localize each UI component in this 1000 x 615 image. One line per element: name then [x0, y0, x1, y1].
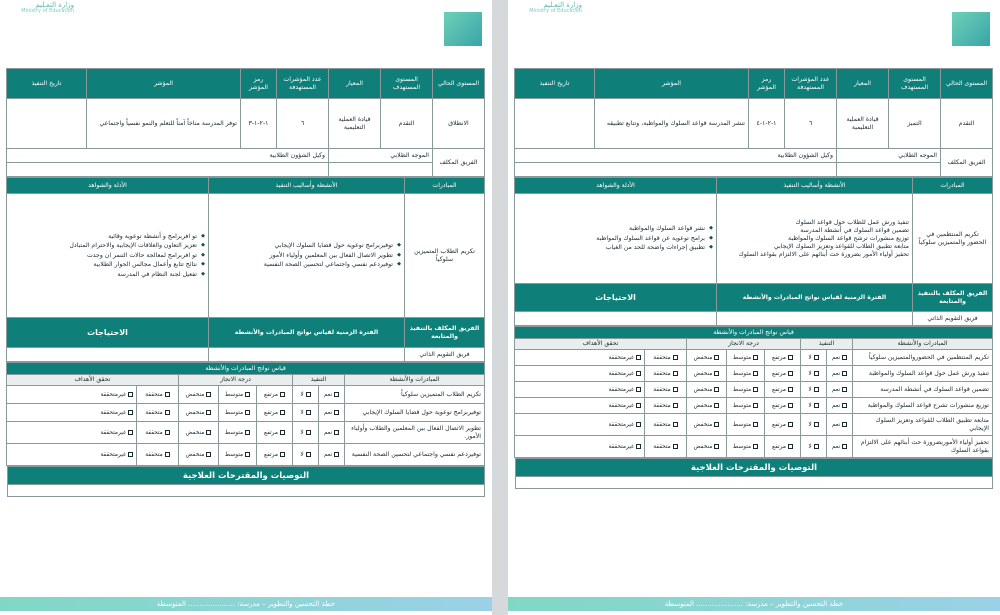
standard: قيادة العملية التعليمية — [329, 99, 381, 149]
plan-table — [6, 177, 485, 362]
needs-label: الاحتياجات — [515, 284, 717, 312]
exec-date-header: تاريخ التنفيذ — [515, 69, 595, 99]
measure-item: تضمين قواعد السلوك في أنشطة المدرسة — [853, 382, 993, 398]
not-achieved-checkbox[interactable]: غيرمتحققة — [515, 398, 645, 414]
target-indicators-header: عدد المؤشرات المستهدفة — [785, 69, 837, 99]
high-checkbox[interactable]: مرتفع — [765, 398, 801, 414]
measure-item: تحفيز أولياء الأموربضرورة حث أبنائهم على الالتزام بقواعد السلوك — [853, 436, 993, 458]
yes-checkbox[interactable]: نعم — [827, 350, 853, 366]
evidence-list — [10, 232, 205, 280]
activity-item: متابعة تطبيق الطلاب للقواعد وتعزيز السلوك الإيجابي — [773, 242, 909, 250]
team-exec-label: الفريق المكلف بالتنفيذ والمتابعة — [405, 318, 485, 348]
not-achieved-checkbox[interactable]: غيرمتحققة — [7, 386, 137, 404]
right-page — [508, 0, 1000, 615]
low-checkbox[interactable]: منخفض — [687, 436, 727, 458]
current-level-header: المستوى الحالي — [941, 69, 993, 99]
needs-label: الاحتياجات — [7, 318, 209, 348]
target-indicators-header: عدد المؤشرات المستهدفة — [277, 69, 329, 99]
team-member-b: وكيل الشؤون الطلابية — [7, 149, 329, 163]
measure-row — [515, 398, 993, 414]
low-checkbox[interactable]: منخفض — [687, 350, 727, 366]
not-achieved-checkbox[interactable]: غيرمتحققة — [7, 444, 137, 466]
exec-date[interactable] — [515, 99, 595, 149]
timeframe-label: الفترة الزمنية لقياس نواتج المبادرات والأنشطة — [717, 284, 913, 312]
activity-item: توزيع منشورات ترشح قواعد السلوك والمواظبة — [788, 234, 909, 242]
low-checkbox[interactable]: منخفض — [179, 422, 219, 444]
low-checkbox[interactable]: منخفض — [687, 414, 727, 436]
yes-checkbox[interactable]: نعم — [319, 386, 345, 404]
recommendations-field[interactable] — [8, 485, 485, 497]
evidence-item: ◆ نتائج تتابع وأعمال مجالس الحوار الطلابية — [10, 260, 205, 270]
achieved-checkbox[interactable]: متحققة — [137, 444, 179, 466]
measure-item: توزيع منشورات تشرح قواعد السلوك والمواظبة — [853, 398, 993, 414]
yes-checkbox[interactable]: نعم — [827, 398, 853, 414]
achieved-checkbox[interactable]: متحققة — [645, 398, 687, 414]
team-label: الفريق المكلف — [941, 149, 993, 177]
evidence-item: ◆ تفعيل لجنة النظام في المدرسة — [10, 270, 205, 280]
achieved-checkbox[interactable]: متحققة — [137, 422, 179, 444]
yes-checkbox[interactable]: نعم — [827, 436, 853, 458]
header-table — [514, 68, 993, 177]
high-checkbox[interactable]: مرتفع — [257, 404, 293, 422]
indicator-code-header: رمز المؤشر — [241, 69, 277, 99]
no-checkbox[interactable]: لا — [293, 422, 319, 444]
measure-title: قياس نواتج المبادرات والأنشطة — [7, 363, 485, 375]
not-achieved-checkbox[interactable]: غيرمتحققة — [515, 366, 645, 382]
target-level-header: المستوى المستهدف — [381, 69, 433, 99]
measure-row — [515, 414, 993, 436]
not-achieved-checkbox[interactable]: غيرمتحققة — [515, 436, 645, 458]
standard-header: المعيار — [329, 69, 381, 99]
recommendations-header: التوصيات والمقترحات العلاجية — [8, 467, 485, 485]
achieved-checkbox[interactable]: متحققة — [137, 404, 179, 422]
target-level: التميز — [889, 99, 941, 149]
team-blank-b[interactable] — [515, 163, 837, 177]
high-checkbox[interactable]: مرتفع — [257, 386, 293, 404]
measure-item: توفيردعم نفسي واجتماعي لتحسين الصحة النفسية — [345, 444, 485, 466]
indicator-header: المؤشر — [595, 69, 749, 99]
no-checkbox[interactable]: لا — [801, 436, 827, 458]
timeframe-label: الفترة الزمنية لقياس نواتج المبادرات والأنشطة — [209, 318, 405, 348]
team-blank-a[interactable] — [329, 163, 433, 177]
col-items: المبادرات والأنشطة — [853, 339, 993, 350]
activities-header: الأنشطة وأساليب التنفيذ — [209, 178, 405, 194]
team-member-b: وكيل الشؤون الطلابية — [515, 149, 837, 163]
not-achieved-checkbox[interactable]: غيرمتحققة — [515, 350, 645, 366]
team-member-a: الموجه الطلابي — [837, 149, 941, 163]
measure-title: قياس نواتج المبادرات والأنشطة — [515, 327, 993, 339]
recommendations-table — [515, 458, 993, 489]
measure-row — [515, 382, 993, 398]
current-level-header: المستوى الحالي — [433, 69, 485, 99]
indicator-code: ١-٢-١-٣ — [241, 99, 277, 149]
measure-row — [515, 366, 993, 382]
corner-decoration — [952, 12, 990, 46]
yes-checkbox[interactable]: نعم — [827, 366, 853, 382]
timeframe-value[interactable] — [717, 312, 913, 326]
no-checkbox[interactable]: لا — [801, 414, 827, 436]
achieved-checkbox[interactable]: متحققة — [645, 382, 687, 398]
standard: قيادة العملية التعليمية — [837, 99, 889, 149]
left-page — [0, 0, 492, 615]
evidence-item: ◆ تطبيق إجراءات واضحة للحد من الغياب — [518, 243, 713, 253]
medium-checkbox[interactable]: متوسط — [219, 404, 257, 422]
activity-item: ◆ تطوير الاتصال الفعال بين المعلمين وأولياء الأمور — [212, 251, 401, 261]
medium-checkbox[interactable]: متوسط — [219, 386, 257, 404]
right-worksheet — [515, 68, 993, 489]
low-checkbox[interactable]: منخفض — [179, 444, 219, 466]
team-member-a: الموجه الطلابي — [329, 149, 433, 163]
target-indicators: ٦ — [785, 99, 837, 149]
needs-value[interactable] — [515, 312, 717, 326]
high-checkbox[interactable]: مرتفع — [765, 382, 801, 398]
measure-row — [7, 386, 485, 404]
yes-checkbox[interactable]: نعم — [319, 444, 345, 466]
indicator-code: ١-٢-١-٤ — [749, 99, 785, 149]
initiative-text: تكريم الطلاب المتميزين سلوكياً — [405, 194, 485, 318]
col-degree: درجة الانجاز — [179, 375, 293, 386]
medium-checkbox[interactable]: متوسط — [727, 414, 765, 436]
activities-header: الأنشطة وأساليب التنفيذ — [717, 178, 913, 194]
ministry-logo: وزارة التعـليم Ministry of Education — [529, 1, 582, 14]
low-checkbox[interactable]: منخفض — [687, 382, 727, 398]
medium-checkbox[interactable]: متوسط — [727, 366, 765, 382]
indicator-header: المؤشر — [87, 69, 241, 99]
target-level: التقدم — [381, 99, 433, 149]
measure-item: تنفيذ ورش عمل حول قواعد السلوك والمواظبة — [853, 366, 993, 382]
activities-list — [717, 194, 913, 284]
low-checkbox[interactable]: منخفض — [179, 386, 219, 404]
self-eval-label: فريق التقويم الذاتي — [405, 348, 485, 362]
initiatives-header: المبادرات — [913, 178, 993, 194]
ministry-logo: وزارة التعـليم Ministry of Education — [21, 1, 74, 14]
evidence-item: ◆ تو افربرامج لمعالجة حالات التنمر ان وجدت — [10, 251, 205, 261]
achieved-checkbox[interactable]: متحققة — [645, 436, 687, 458]
initiative-text: تكريم المنتظمين في الحضور والمتميزين سلوكياً — [913, 194, 993, 284]
not-achieved-checkbox[interactable]: غيرمتحققة — [515, 414, 645, 436]
timeframe-value[interactable] — [209, 348, 405, 362]
yes-checkbox[interactable]: نعم — [319, 422, 345, 444]
current-level: الانطلاق — [433, 99, 485, 149]
header-table — [6, 68, 485, 177]
not-achieved-checkbox[interactable]: غيرمتحققة — [515, 382, 645, 398]
no-checkbox[interactable]: لا — [801, 350, 827, 366]
exec-date[interactable] — [7, 99, 87, 149]
evidence-item: ◆ تعزيز التعاون والعلاقات الإيجابية والاحترام المتبادل — [10, 241, 205, 251]
team-blank-b[interactable] — [7, 163, 329, 177]
high-checkbox[interactable]: مرتفع — [257, 422, 293, 444]
no-checkbox[interactable]: لا — [293, 404, 319, 422]
measure-table — [6, 362, 485, 466]
yes-checkbox[interactable]: نعم — [827, 414, 853, 436]
evidence-header: الأدلة والشواهد — [515, 178, 717, 194]
no-checkbox[interactable]: لا — [801, 398, 827, 414]
high-checkbox[interactable]: مرتفع — [765, 350, 801, 366]
indicator-code-header: رمز المؤشر — [749, 69, 785, 99]
indicator-text: تنشر المدرسة قواعد السلوك والمواظبة، وتتابع تطبيقه — [595, 99, 749, 149]
no-checkbox[interactable]: لا — [293, 386, 319, 404]
current-level: التقدم — [941, 99, 993, 149]
page-footer: خطة التحسين والتطوير – مدرسة: ..................... المتوسطة — [508, 597, 1000, 611]
measure-item: تكريم المنتظمين في الحضوروالمتميزين سلوكياً — [853, 350, 993, 366]
high-checkbox[interactable]: مرتفع — [765, 414, 801, 436]
no-checkbox[interactable]: لا — [293, 444, 319, 466]
activities-list — [212, 241, 401, 270]
recommendations-field[interactable] — [516, 477, 993, 489]
not-achieved-checkbox[interactable]: غيرمتحققة — [7, 404, 137, 422]
col-exec: التنفيذ — [293, 375, 345, 386]
medium-checkbox[interactable]: متوسط — [219, 422, 257, 444]
activity-item: تنفيذ ورش عمل للطلاب حول قواعد السلوك — [795, 218, 909, 226]
evidence-header: الأدلة والشواهد — [7, 178, 209, 194]
measure-table — [514, 326, 993, 458]
self-eval-label: فريق التقويم الذاتي — [913, 312, 993, 326]
col-goals: تحقق الأهداف — [515, 339, 687, 350]
target-level-header: المستوى المستهدف — [889, 69, 941, 99]
recommendations-table — [7, 466, 485, 497]
achieved-checkbox[interactable]: متحققة — [645, 350, 687, 366]
initiatives-header: المبادرات — [405, 178, 485, 194]
activity-item: ◆ توفيربرامج توعوية حول قضايا السلوك الإيجابي — [212, 241, 401, 251]
achieved-checkbox[interactable]: متحققة — [137, 386, 179, 404]
evidence-item: ◆ تو افربرامج و أنشطة توعوية وقائية — [10, 232, 205, 242]
achieved-checkbox[interactable]: متحققة — [645, 414, 687, 436]
medium-checkbox[interactable]: متوسط — [727, 350, 765, 366]
activity-item: تحفيز أولياء الأمور بضرورة حث أبنائهم على الالتزام بقواعد السلوك — [738, 250, 909, 258]
not-achieved-checkbox[interactable]: غيرمتحققة — [7, 422, 137, 444]
medium-checkbox[interactable]: متوسط — [727, 398, 765, 414]
evidence-item: ◆ برامج توعوية عن قواعد السلوك والمواظبة — [518, 234, 713, 244]
left-worksheet — [7, 68, 485, 497]
needs-value[interactable] — [7, 348, 209, 362]
team-exec-label: الفريق المكلف بالتنفيذ والمتابعة — [913, 284, 993, 312]
measure-item: تكريم الطلاب المتميزين سلوكياً — [345, 386, 485, 404]
yes-checkbox[interactable]: نعم — [319, 404, 345, 422]
no-checkbox[interactable]: لا — [801, 366, 827, 382]
high-checkbox[interactable]: مرتفع — [765, 436, 801, 458]
recommendations-header: التوصيات والمقترحات العلاجية — [516, 459, 993, 477]
low-checkbox[interactable]: منخفض — [179, 404, 219, 422]
measure-row — [515, 350, 993, 366]
measure-item: توفيربرامج توعوية حول قضايا السلوك الإيجابي — [345, 404, 485, 422]
standard-header: المعيار — [837, 69, 889, 99]
low-checkbox[interactable]: منخفض — [687, 398, 727, 414]
corner-decoration — [444, 12, 482, 46]
measure-item: تطوير الاتصال الفعال بين المعلمين والطلاب وأولياء الأمور. — [345, 422, 485, 444]
low-checkbox[interactable]: منخفض — [687, 366, 727, 382]
col-exec: التنفيذ — [801, 339, 853, 350]
medium-checkbox[interactable]: متوسط — [219, 444, 257, 466]
measure-row — [7, 422, 485, 444]
measure-item: متابعة تطبيق الطلاب للقواعد وتعزيز السلوك الإيجابي — [853, 414, 993, 436]
page-footer: خطة التحسين والتطوير – مدرسة: ..................... المتوسطة — [0, 597, 492, 611]
measure-row — [7, 404, 485, 422]
yes-checkbox[interactable]: نعم — [827, 382, 853, 398]
medium-checkbox[interactable]: متوسط — [727, 436, 765, 458]
high-checkbox[interactable]: مرتفع — [765, 366, 801, 382]
col-items: المبادرات والأنشطة — [345, 375, 485, 386]
col-goals: تحقق الأهداف — [7, 375, 179, 386]
measure-row — [7, 444, 485, 466]
col-degree: درجة الانجاز — [687, 339, 801, 350]
evidence-item: ◆ نشر قواعد السلوك والمواظبة — [518, 224, 713, 234]
measure-row — [515, 436, 993, 458]
team-blank-a[interactable] — [837, 163, 941, 177]
exec-date-header: تاريخ التنفيذ — [7, 69, 87, 99]
no-checkbox[interactable]: لا — [801, 382, 827, 398]
activity-item: تضمين قواعد السلوك في أنشطة المدرسة — [800, 226, 909, 234]
achieved-checkbox[interactable]: متحققة — [645, 366, 687, 382]
indicator-text: توفر المدرسة مناخاً آمناً للتعلم والنمو نفسياً واجتماعي — [87, 99, 241, 149]
high-checkbox[interactable]: مرتفع — [257, 444, 293, 466]
activity-item: ◆ توفيردعم نفسي واجتماعي لتحسين الصحة النفسية — [212, 260, 401, 270]
evidence-list — [518, 224, 713, 253]
target-indicators: ٦ — [277, 99, 329, 149]
plan-table — [514, 177, 993, 326]
team-label: الفريق المكلف — [433, 149, 485, 177]
medium-checkbox[interactable]: متوسط — [727, 382, 765, 398]
